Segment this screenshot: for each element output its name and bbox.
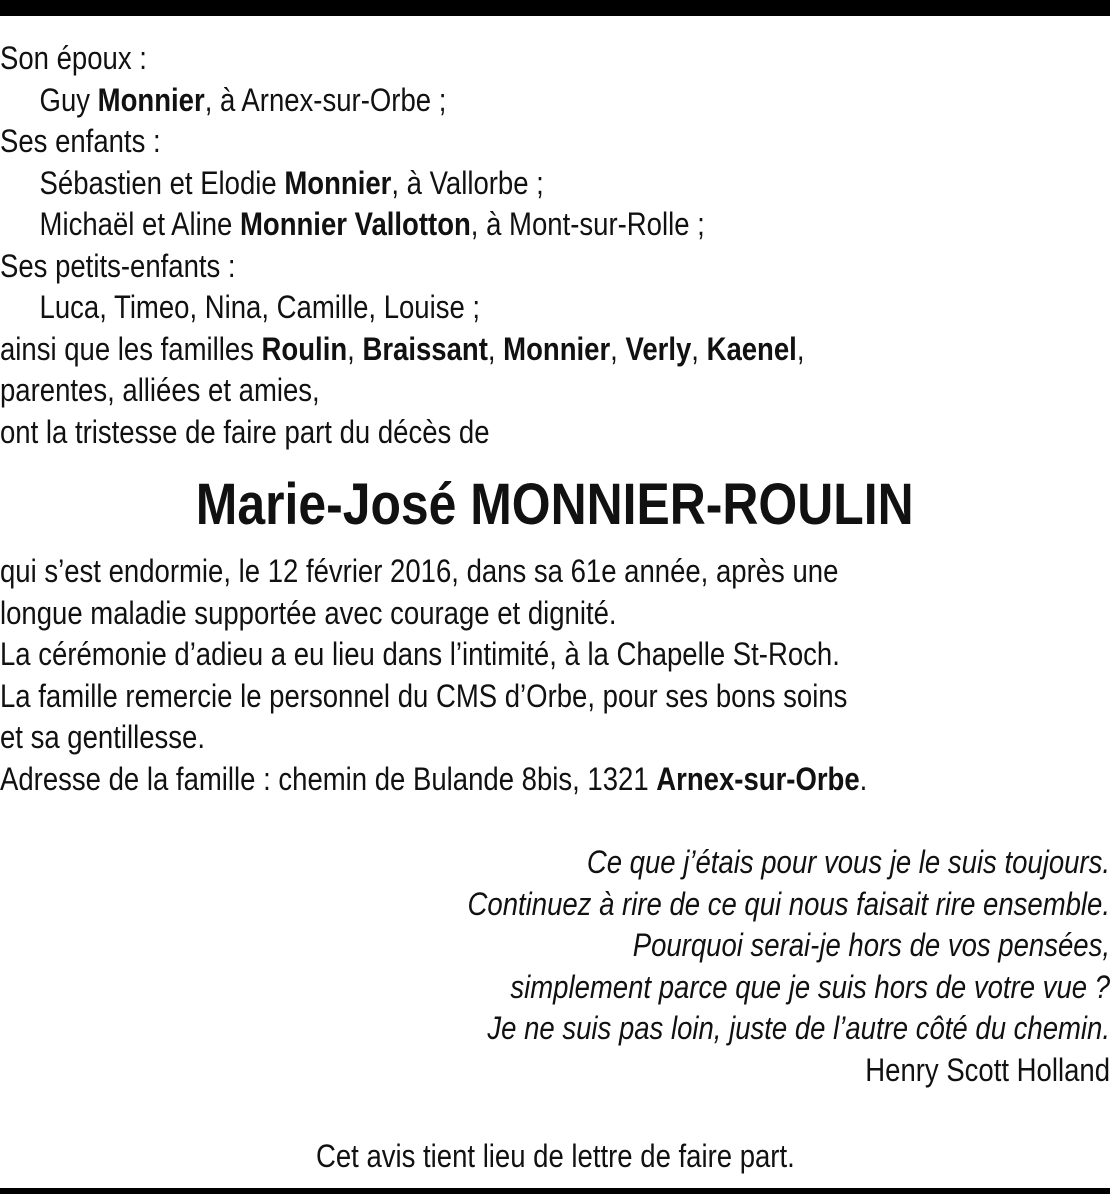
separator: , [610, 330, 626, 367]
child-surname: Monnier [284, 164, 392, 201]
footer-text: Cet avis tient lieu de lettre de faire part. [315, 1138, 795, 1174]
relatives-line: parentes, alliées et amies, [0, 372, 320, 408]
bottom-border-rule [0, 1188, 1110, 1194]
separator: , [691, 330, 707, 367]
child-line [0, 163, 955, 205]
separator: , [796, 330, 805, 367]
child-first: Sébastien et Elodie [39, 164, 285, 201]
child-rest: , à Mont-sur-Rolle ; [470, 206, 705, 242]
child-line [0, 204, 955, 246]
announcement-line: ont la tristesse de faire part du décès de [0, 413, 490, 450]
poem-author: Henry Scott Holland [865, 1051, 1110, 1088]
deceased-name: Marie-José MONNIER-ROULIN [195, 472, 914, 537]
obituary-body [0, 38, 955, 800]
footer-note [0, 1136, 1110, 1177]
detail-line: longue maladie supportée avec courage et dignité. [0, 594, 617, 631]
family-name: Roulin [261, 330, 348, 367]
spouse-rest: , à Arnex-sur-Orbe ; [204, 81, 447, 118]
families-intro: ainsi que les familles [0, 330, 262, 367]
detail-line: La famille remercie le personnel du CMS d’Orbe, pour ses bons soins [0, 677, 848, 714]
children-heading: Ses enfants : [0, 123, 161, 159]
spouse-heading: Son époux : [0, 40, 147, 76]
address-line [0, 759, 955, 801]
spouse-first: Guy [39, 81, 98, 118]
child-first: Michaël et Aline [39, 206, 240, 242]
detail-line: qui s’est endormie, le 12 février 2016, dans sa 61e année, après une [0, 553, 839, 589]
poem-line: Pourquoi serai-je hors de vos pensées, [632, 927, 1110, 963]
separator: , [347, 330, 363, 367]
poem-line: simplement parce que je suis hors de votre vue ? [510, 968, 1110, 1005]
grandchildren-names: Luca, Timeo, Nina, Camille, Louise ; [39, 289, 481, 325]
detail-line: et sa gentillesse. [0, 719, 205, 755]
family-name: Braissant [362, 330, 488, 367]
family-name: Verly [625, 330, 692, 367]
detail-line: La cérémonie d’adieu a eu lieu dans l’intimité, à la Chapelle St-Roch. [0, 636, 840, 672]
spouse-line [0, 80, 955, 122]
address-suffix: . [859, 760, 868, 797]
top-border-rule [0, 0, 1110, 16]
poem-line: Continuez à rire de ce qui nous faisait rire ensemble. [467, 885, 1110, 922]
family-name: Kaenel [706, 330, 797, 367]
poem-line: Je ne suis pas loin, juste de l’autre côté du chemin. [487, 1010, 1110, 1046]
families-line [0, 329, 955, 371]
family-name: Monnier [503, 330, 611, 367]
child-surname: Monnier Vallotton [239, 206, 471, 242]
spouse-surname: Monnier [97, 81, 205, 118]
poem-block [0, 842, 1110, 1091]
address-town: Arnex-sur-Orbe [656, 760, 860, 797]
address-prefix: Adresse de la famille : chemin de Bulande 8bis, 1321 [0, 760, 657, 797]
grandchildren-heading: Ses petits-enfants : [0, 247, 236, 284]
separator: , [487, 330, 504, 367]
poem-line: Ce que j’étais pour vous je le suis toujours. [586, 844, 1110, 880]
child-rest: , à Vallorbe ; [391, 164, 544, 201]
